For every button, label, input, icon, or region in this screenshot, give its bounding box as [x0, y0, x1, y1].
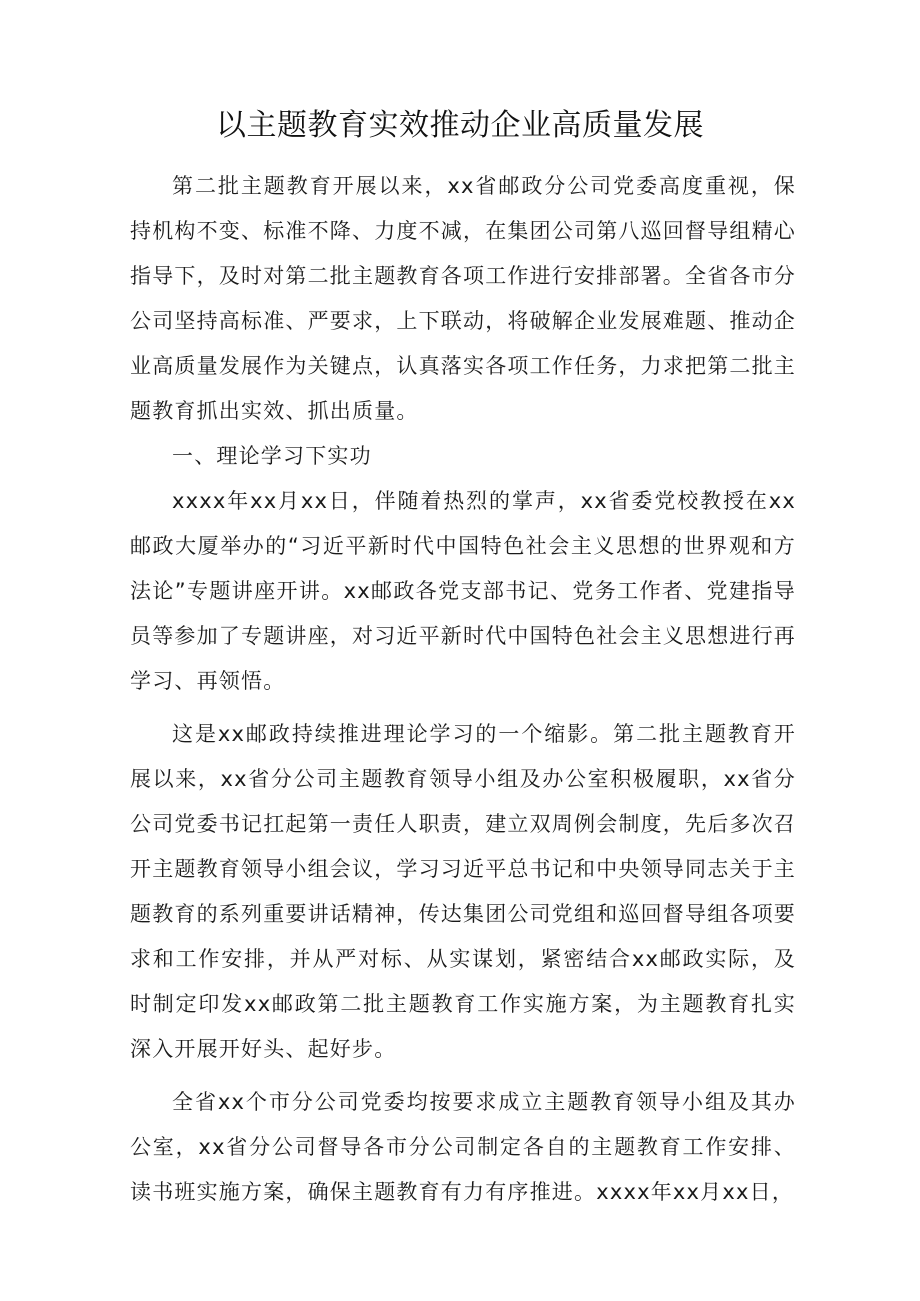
paragraph-lecture: xxxx年xx月xx日，伴随着热烈的掌声，xx省委党校教授在xx邮政大厦举办的“习近平新时代中国特色社会主义思想的世界观和方法论”专题讲座开讲。xx邮政各党支部书记、党务工作者、党建指导员等参加了专题讲座，对习近平新时代中国特色社会主义思想进行再学习、再领悟。: [130, 489, 796, 693]
paragraph-theory-progress: 这是xx邮政持续推进理论学习的一个缩影。第二批主题教育开展以来，xx省分公司主题教育领导小组及办公室积极履职，xx省分公司党委书记扛起第一责任人职责，建立双周例会制度，先后多次召开主题教育领导小组会议，学习习近平总书记和中央领导同志关于主题教育的系列重要讲话精神，传达集团公司党组和巡回督导组各项要求和工作安排，并从严对标、从实谋划，紧密结合xx邮政实际，及时制定印发xx邮政第二批主题教育工作实施方案，为主题教育扎实深入开展开好头、起好步。: [130, 722, 796, 1061]
document-body: [130, 164, 796, 1215]
paragraph-intro: 第二批主题教育开展以来，xx省邮政分公司党委高度重视，保持机构不变、标准不降、力度不减，在集团公司第八巡回督导组精心指导下，及时对第二批主题教育各项工作进行安排部署。全省各市分公司坚持高标准、严要求，上下联动，将破解企业发展难题、推动企业高质量发展作为关键点，认真落实各项工作任务，力求把第二批主题教育抓出实效、抓出质量。: [130, 174, 796, 423]
document-title: 以主题教育实效推动企业高质量发展: [216, 108, 704, 143]
section-heading-theory-study: 一、理论学习下实功: [172, 444, 372, 468]
paragraph-city-branches: 全省xx个市分公司党委均按要求成立主题教育领导小组及其办公室，xx省分公司督导各市分公司制定各自的主题教育工作安排、读书班实施方案，确保主题教育有力有序推进。xxxx年xx月xx日，: [130, 1090, 796, 1204]
